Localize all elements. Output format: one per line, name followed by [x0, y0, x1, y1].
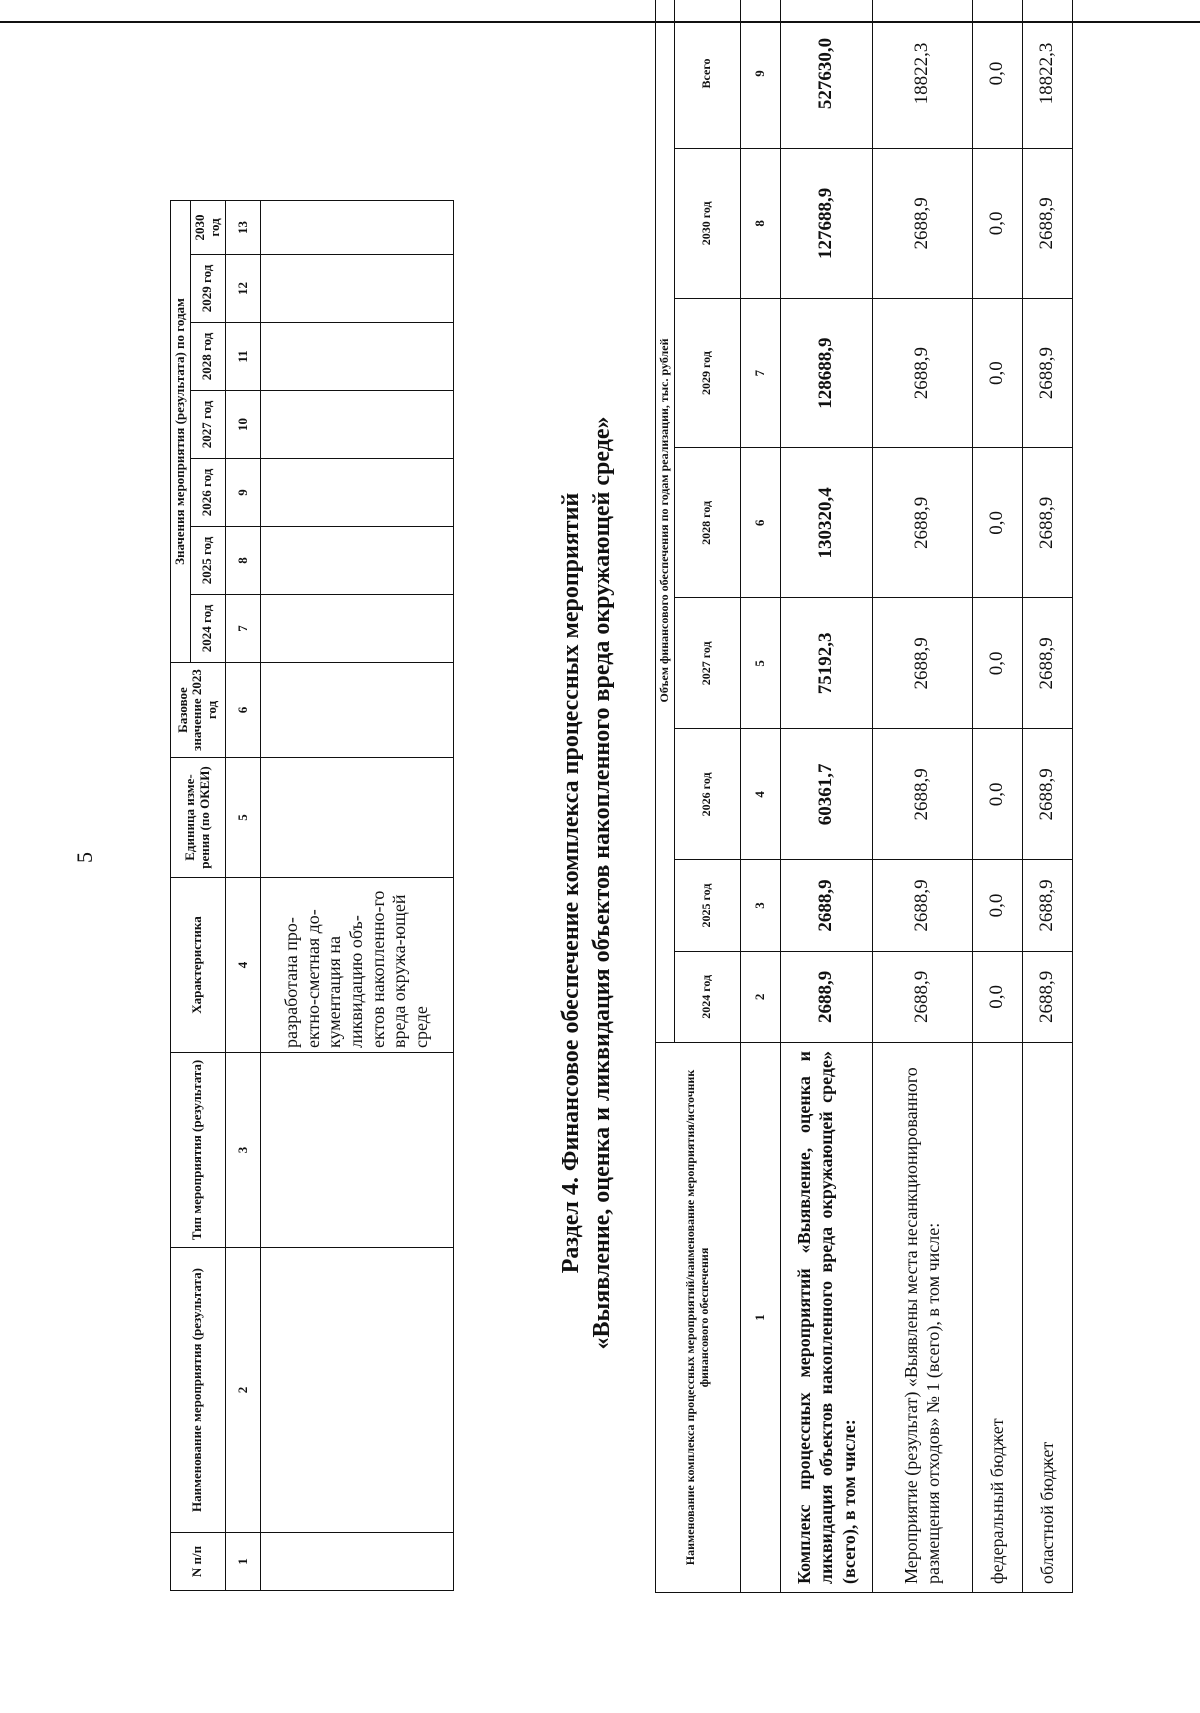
col-number: 11 [225, 323, 260, 391]
col-number: 4 [740, 729, 780, 860]
page-edge-line [0, 21, 1200, 23]
section-title-line1: Раздел 4. Финансовое обеспечение комплекса процессных мероприятий [558, 492, 584, 1274]
col-number: 6 [740, 448, 780, 598]
header-name: Наименование комплекса процессных мероприятий/наименование мероприятия/источник финансового обеспечения [656, 1042, 741, 1592]
cell-value [260, 323, 453, 391]
col-number: 9 [225, 459, 260, 527]
col-number: 8 [225, 527, 260, 595]
table-row [1022, 0, 1072, 1593]
header-year: 2024 год [190, 595, 225, 663]
row-value: 0,0 [972, 951, 1022, 1042]
col-number: 2 [740, 951, 780, 1042]
col-number: 13 [225, 200, 260, 254]
financing-table [655, 0, 1073, 1593]
header-year: 2029 год [674, 298, 740, 448]
row-value: 2688,9 [872, 448, 972, 598]
row-name: Комплекс процессных мероприятий «Выявление, оценка и ликвидация объектов накопленного вреда окружающей среде» (всего), в том числе: [780, 1042, 872, 1592]
header-year: 2028 год [190, 323, 225, 391]
column-numbers-row [740, 0, 780, 1593]
cell-unit [260, 758, 453, 878]
col-number: 8 [740, 148, 780, 298]
row-value: 60361,7 [780, 729, 872, 860]
results-table [170, 200, 454, 1591]
row-name: федеральный бюджет [972, 1042, 1022, 1592]
header-year: 2027 год [674, 598, 740, 729]
header-total: Всего [674, 0, 740, 148]
column-numbers-row [225, 200, 260, 1590]
row-value: 2688,9 [1022, 448, 1072, 598]
table-row [260, 200, 453, 1590]
row-value: 2688,9 [1022, 598, 1072, 729]
row-value: 2688,9 [872, 729, 972, 860]
section-title-line2: «Выявление, оценка и ликвидация объектов накопленного вреда окружающей среде» [589, 416, 616, 1350]
cell-value [260, 527, 453, 595]
cell-base [260, 663, 453, 758]
cell-characteristic: разработана про-ектно-сметная до-кументация на ликвидацию объ-ектов накопленно-го вреда окружа-ющей среде [260, 878, 453, 1053]
col-number: 7 [225, 595, 260, 663]
row-value: 127688,9 [780, 148, 872, 298]
header-year: 2030 год [674, 148, 740, 298]
header-year: 2030 год [190, 200, 225, 254]
row-value: 2688,9 [780, 860, 872, 951]
cell-type [260, 1053, 453, 1248]
row-value: 2688,9 [1022, 148, 1072, 298]
row-value: 0,0 [972, 298, 1022, 448]
row-value: 2688,9 [872, 598, 972, 729]
header-year: 2026 год [674, 729, 740, 860]
col-number: 9 [740, 0, 780, 148]
cell-value [260, 595, 453, 663]
row-value: 130320,4 [780, 448, 872, 598]
row-value: 2688,9 [780, 951, 872, 1042]
section-title [556, 213, 618, 1553]
row-value: 18822,3 [872, 0, 972, 148]
col-number: 3 [740, 860, 780, 951]
header-year: 2024 год [674, 951, 740, 1042]
header-values-group: Значения мероприятия (результата) по годам [171, 200, 191, 662]
col-number: 5 [740, 598, 780, 729]
row-value: 2688,9 [872, 951, 972, 1042]
row-value: 128688,9 [780, 298, 872, 448]
table-row [872, 0, 972, 1593]
row-name: областной бюджет [1022, 1042, 1072, 1592]
header-name: Наименование мероприятия (результата) [171, 1248, 226, 1533]
row-value: 2688,9 [1022, 729, 1072, 860]
row-value: 2688,9 [1022, 951, 1072, 1042]
row-value: 2688,9 [872, 148, 972, 298]
row-value: 18822,3 [1022, 0, 1072, 148]
header-group: Объем финансового обеспечения по годам реализации, тыс. рублей [656, 0, 675, 1042]
cell-name [260, 1248, 453, 1533]
header-year: 2028 год [674, 448, 740, 598]
header-unit: Единица изме-рения (по ОКЕИ) [171, 758, 226, 878]
table-row [780, 0, 872, 1593]
row-value: 2688,9 [1022, 860, 1072, 951]
header-base: Базовое значение 2023 год [171, 663, 226, 758]
header-year: 2025 год [674, 860, 740, 951]
header-year: 2029 год [190, 255, 225, 323]
header-type: Тип мероприятия (результата) [171, 1053, 226, 1248]
header-year: 2025 год [190, 527, 225, 595]
page-number: 5 [72, 852, 97, 863]
row-value: 0,0 [972, 598, 1022, 729]
col-number: 12 [225, 255, 260, 323]
row-value: 0,0 [972, 148, 1022, 298]
col-number: 5 [225, 758, 260, 878]
row-value: 0,0 [972, 0, 1022, 148]
col-number: 7 [740, 298, 780, 448]
row-value: 2688,9 [872, 860, 972, 951]
cell-value [260, 255, 453, 323]
row-value: 0,0 [972, 729, 1022, 860]
cell-value [260, 459, 453, 527]
header-n: N п/п [171, 1533, 226, 1591]
col-number: 3 [225, 1053, 260, 1248]
col-number: 6 [225, 663, 260, 758]
header-year: 2026 год [190, 459, 225, 527]
row-value: 0,0 [972, 860, 1022, 951]
row-value: 2688,9 [872, 298, 972, 448]
col-number: 1 [740, 1042, 780, 1592]
header-year: 2027 год [190, 391, 225, 459]
cell-n [260, 1533, 453, 1591]
row-name: Мероприятие (результат) «Выявлены места несанкционированного размещения отходов» № 1 (всего), в том числе: [872, 1042, 972, 1592]
cell-value [260, 200, 453, 254]
header-characteristic: Характеристика [171, 878, 226, 1053]
cell-value [260, 391, 453, 459]
row-value: 0,0 [972, 448, 1022, 598]
row-value: 527630,0 [780, 0, 872, 148]
col-number: 4 [225, 878, 260, 1053]
table-row [972, 0, 1022, 1593]
row-value: 75192,3 [780, 598, 872, 729]
col-number: 10 [225, 391, 260, 459]
col-number: 1 [225, 1533, 260, 1591]
row-value: 2688,9 [1022, 298, 1072, 448]
col-number: 2 [225, 1248, 260, 1533]
